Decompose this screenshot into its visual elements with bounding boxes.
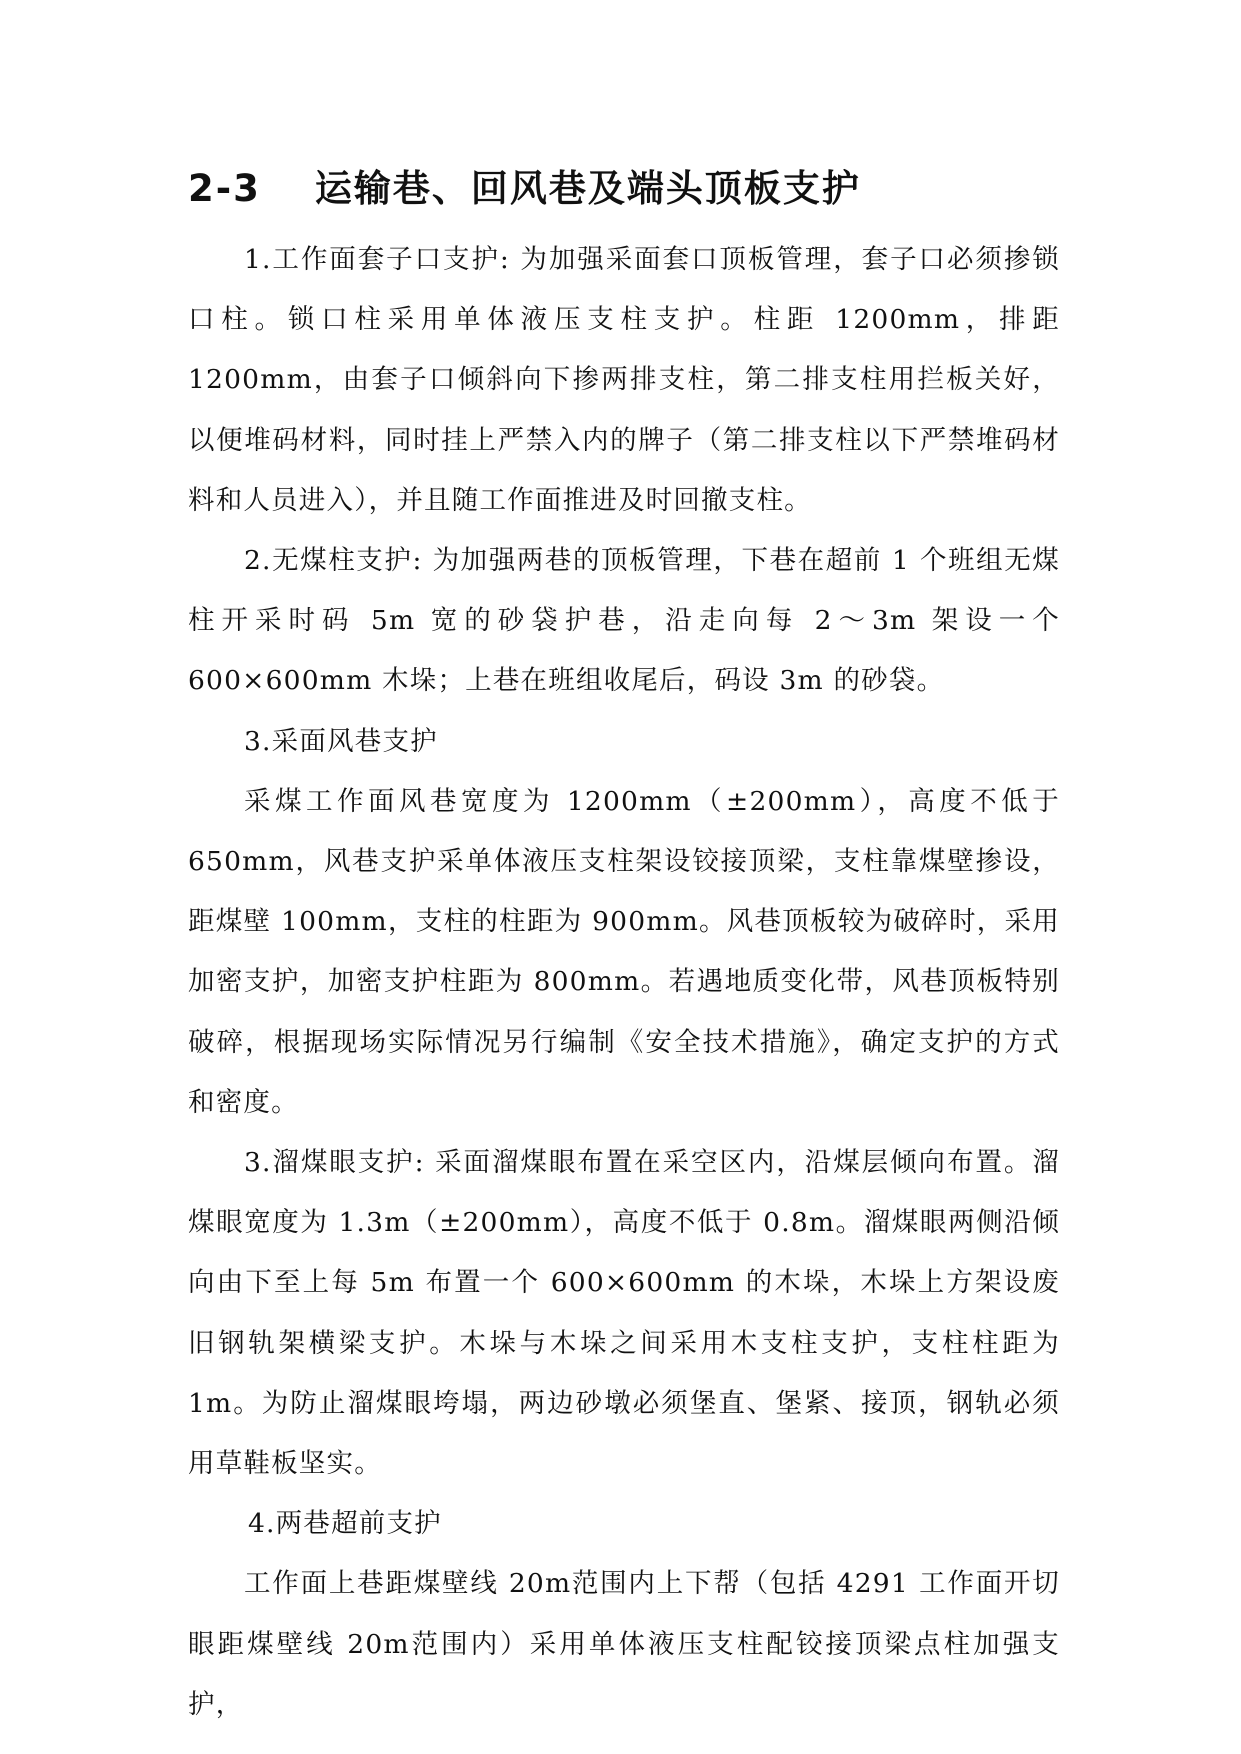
section-heading xyxy=(188,158,861,212)
paragraph-chute-support: 3.溜煤眼支护: 采面溜煤眼布置在采空区内，沿煤层倾向布置。溜煤眼宽度为 1.3m（±200mm），高度不低于 0.8m。溜煤眼两侧沿倾向由下至上每 5m 布置一个 600×600mm 的木垛，木垛上方架设废旧钢轨架横梁支护。木垛与木垛之间采用木支柱支护，支柱柱距为 1m。为防止溜煤眼垮塌，两边砂墩必须堡直、堡紧、接顶，钢轨必须用草鞋板坚实。 xyxy=(188,1147,1060,1480)
paragraph-face-entry-support: 1.工作面套子口支护: 为加强采面套口顶板管理，套子口必须掺锁口柱。锁口柱采用单体液压支柱支护。柱距 1200mm，排距 1200mm，由套子口倾斜向下掺两排支柱，第二排支柱用拦板关好，以便堆码材料，同时挂上严禁入内的牌子（第二排支柱以下严禁堆码材料和人员进入），并且随工作面推进及时回撤支柱。 xyxy=(188,244,1060,516)
paragraph-airway-support: 采煤工作面风巷宽度为 1200mm（±200mm），高度不低于 650mm，风巷支护采单体液压支柱架设铰接顶梁，支柱靠煤壁掺设，距煤壁 100mm，支柱的柱距为 900mm。风巷顶板较为破碎时，采用加密支护，加密支护柱距为 800mm。若遇地质变化带，风巷顶板特别破碎，根据现场实际情况另行编制《安全技术措施》，确定支护的方式和密度。 xyxy=(188,785,1060,1118)
paragraph-advance-support: 工作面上巷距煤壁线 20m范围内上下帮（包括 4291 工作面开切眼距煤壁线 20m范围内）采用单体液压支柱配铰接顶梁点柱加强支护， xyxy=(188,1568,1060,1720)
section-number: 2-3 xyxy=(188,167,261,210)
paragraph-heading-advance-support: 4.两巷超前支护 xyxy=(248,1508,442,1540)
paragraph-pillarless-support: 2.无煤柱支护: 为加强两巷的顶板管理，下巷在超前 1 个班组无煤柱开采时码 5m 宽的砂袋护巷，沿走向每 2～3m 架设一个 600×600mm 木垛；上巷在班组收尾后，码设 3m 的砂袋。 xyxy=(188,545,1060,697)
paragraph-heading-airway-support: 3.采面风巷支护 xyxy=(244,725,438,757)
section-title: 运输巷、回风巷及端头顶板支护 xyxy=(314,167,861,210)
body-text xyxy=(188,230,1060,1735)
